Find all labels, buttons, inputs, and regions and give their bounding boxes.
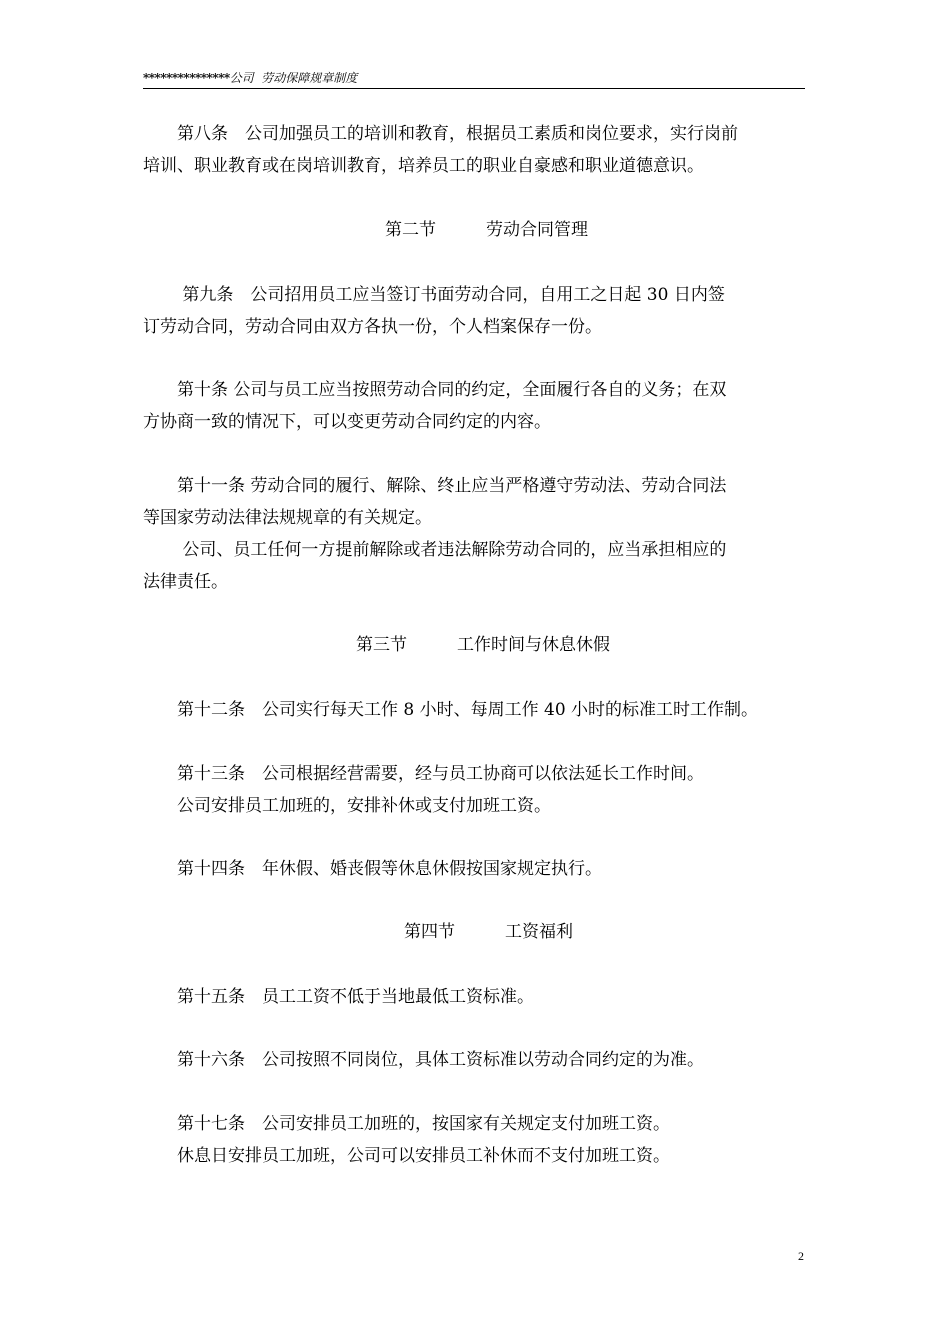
article-9 (143, 279, 807, 343)
section-title: 劳动合同管理 (486, 220, 588, 240)
text-line: 第十条 公司与员工应当按照劳动合同的约定，全面履行各自的义务；在双 (143, 380, 727, 400)
section-label: 第四节 (404, 922, 455, 942)
text-line: 第十三条 公司根据经营需要，经与员工协商可以依法延长工作时间。 (143, 764, 704, 784)
article-17 (143, 1108, 807, 1172)
header-stars: *************** (143, 71, 230, 85)
text-line: 第八条 公司加强员工的培训和教育，根据员工素质和岗位要求，实行岗前 (143, 124, 738, 144)
section-heading-4 (404, 920, 573, 944)
text-line: 公司、员工任何一方提前解除或者违法解除劳动合同的，应当承担相应的 (143, 540, 727, 560)
article-13 (143, 758, 807, 822)
text-line: 公司安排员工加班的，安排补休或支付加班工资。 (143, 796, 551, 816)
section-title: 工作时间与休息休假 (457, 635, 610, 655)
text-line: 第十二条 公司实行每天工作 8 小时、每周工作 40 小时的标准工时工作制。 (143, 700, 759, 720)
text-line: 第九条 公司招用员工应当签订书面劳动合同，自用工之日起 30 日内签 (143, 285, 725, 305)
text-line: 第十七条 公司安排员工加班的，按国家有关规定支付加班工资。 (143, 1114, 670, 1134)
text-line: 第十一条 劳动合同的履行、解除、终止应当严格遵守劳动法、劳动合同法 (143, 476, 727, 496)
section-label: 第二节 (385, 220, 436, 240)
article-15 (143, 981, 807, 1013)
section-label: 第三节 (356, 635, 407, 655)
article-16 (143, 1044, 807, 1076)
section-heading-3 (356, 633, 610, 657)
text-line: 第十五条 员工工资不低于当地最低工资标准。 (143, 987, 534, 1007)
article-12 (143, 694, 807, 726)
text-line: 订劳动合同，劳动合同由双方各执一份，个人档案保存一份。 (143, 317, 602, 337)
text-line: 休息日安排员工加班，公司可以安排员工补休而不支付加班工资。 (143, 1146, 670, 1166)
article-8 (143, 118, 807, 182)
header-title: 劳动保障规章制度 (261, 71, 358, 85)
section-title: 工资福利 (505, 922, 573, 942)
article-11 (143, 470, 807, 598)
article-10 (143, 374, 807, 438)
text-line: 第十六条 公司按照不同岗位，具体工资标准以劳动合同约定的为准。 (143, 1050, 704, 1070)
section-heading-2 (385, 218, 588, 242)
page-number: 2 (798, 1249, 804, 1263)
article-14 (143, 853, 807, 885)
text-line: 方协商一致的情况下，可以变更劳动合同约定的内容。 (143, 412, 551, 432)
text-line: 第十四条 年休假、婚丧假等休息休假按国家规定执行。 (143, 859, 602, 879)
page-header (143, 70, 805, 89)
text-line: 培训、职业教育或在岗培训教育，培养员工的职业自豪感和职业道德意识。 (143, 156, 704, 176)
text-line: 等国家劳动法律法规规章的有关规定。 (143, 508, 432, 528)
text-line: 法律责任。 (143, 572, 228, 592)
header-company: 公司 (229, 71, 254, 85)
